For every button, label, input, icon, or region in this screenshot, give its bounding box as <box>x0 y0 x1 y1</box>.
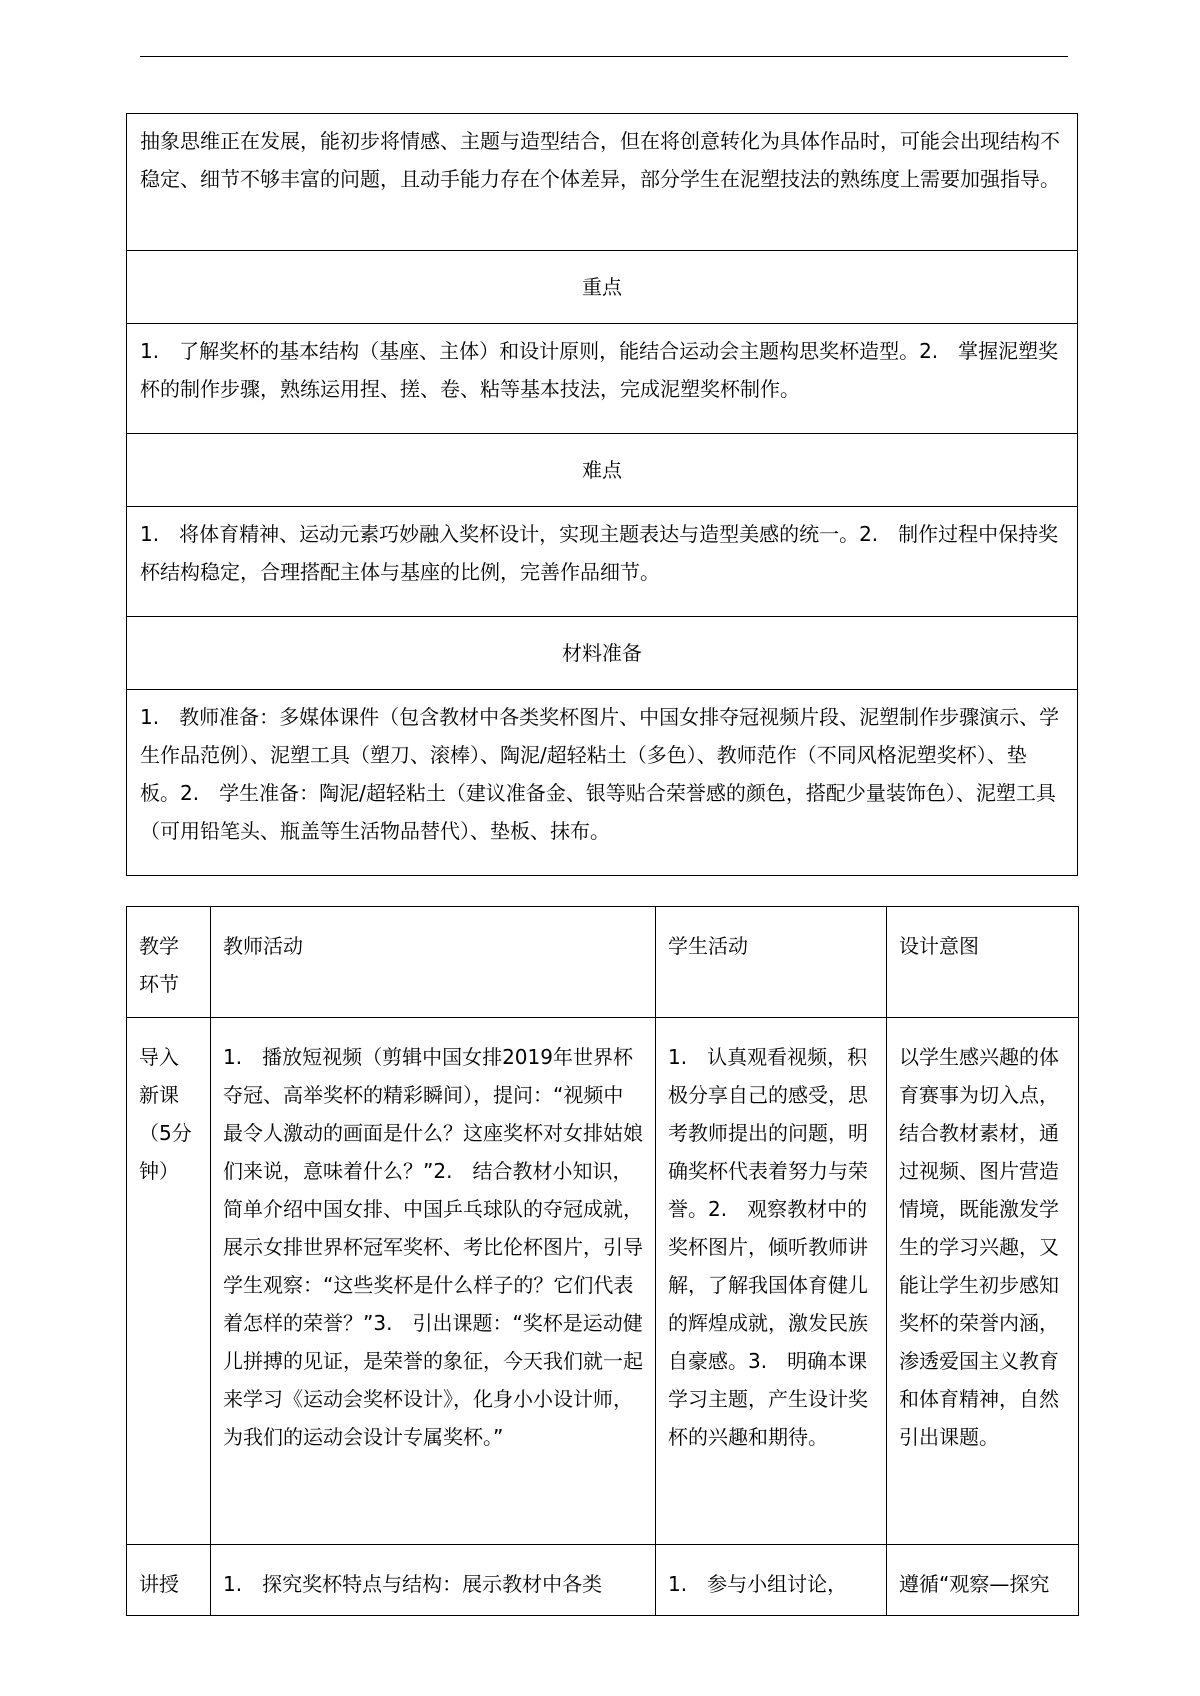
header-stage: 教学环节 <box>127 907 211 1018</box>
lesson-info-table <box>126 113 1078 876</box>
header-rule <box>140 56 1068 57</box>
header-design-intent: 设计意图 <box>887 907 1079 1018</box>
stage-cell: 导入新课（5分钟） <box>127 1018 211 1545</box>
student-activity-cell: 1. 认真观看视频，积极分享自己的感受，思考教师提出的问题，明确奖杯代表着努力与荣誉。2. 观察教材中的奖杯图片，倾听教师讲解，了解我国体育健儿的辉煌成就，激发民族自豪感。3. 明确本课学习主题，产生设计奖杯的兴趣和期待。 <box>656 1018 887 1545</box>
student-activity-cell: 1. 参与小组讨论， <box>656 1545 887 1616</box>
table-row <box>127 1545 1079 1616</box>
table-header-row <box>127 907 1079 1018</box>
header-teacher-activity: 教师活动 <box>211 907 656 1018</box>
header-student-activity: 学生活动 <box>656 907 887 1018</box>
teacher-activity-cell: 1. 播放短视频（剪辑中国女排2019年世界杯夺冠、高举奖杯的精彩瞬间），提问：“视频中最令人激动的画面是什么？这座奖杯对女排姑娘们来说，意味着什么？”2. 结合教材小知识，简单介绍中国女排、中国乒乓球队的夺冠成就，展示女排世界杯冠军奖杯、考比伦杯图片，引导学生观察：“这些奖杯是什么样子的？它们代表着怎样的荣誉？”3. 引出课题：“奖杯是运动健儿拼搏的见证，是荣誉的象征，今天我们就一起来学习《运动会奖杯设计》，化身小小设计师，为我们的运动会设计专属奖杯。” <box>211 1018 656 1545</box>
design-intent-cell: 遵循“观察—探究 <box>887 1545 1079 1616</box>
key-points-heading: 重点 <box>127 251 1078 324</box>
key-points-text: 1. 了解奖杯的基本结构（基座、主体）和设计原则，能结合运动会主题构思奖杯造型。2. 掌握泥塑奖杯的制作步骤，熟练运用捏、搓、卷、粘等基本技法，完成泥塑奖杯制作。 <box>127 324 1078 434</box>
materials-text: 1. 教师准备：多媒体课件（包含教材中各类奖杯图片、中国女排夺冠视频片段、泥塑制作步骤演示、学生作品范例）、泥塑工具（塑刀、滚棒）、陶泥/超轻粘土（多色）、教师范作（不同风格泥塑奖杯）、垫板。2. 学生准备：陶泥/超轻粘土（建议准备金、银等贴合荣誉感的颜色，搭配少量装饰色）、泥塑工具（可用铅笔头、瓶盖等生活物品替代）、垫板、抹布。 <box>127 690 1078 876</box>
teaching-process-table <box>126 906 1079 1616</box>
student-analysis-text: 抽象思维正在发展，能初步将情感、主题与造型结合，但在将创意转化为具体作品时，可能会出现结构不稳定、细节不够丰富的问题，且动手能力存在个体差异，部分学生在泥塑技法的熟练度上需要加强指导。 <box>127 114 1078 251</box>
teacher-activity-cell: 1. 探究奖杯特点与结构：展示教材中各类 <box>211 1545 656 1616</box>
stage-cell: 讲授 <box>127 1545 211 1616</box>
materials-heading: 材料准备 <box>127 617 1078 690</box>
table-row <box>127 1018 1079 1545</box>
design-intent-cell: 以学生感兴趣的体育赛事为切入点，结合教材素材，通过视频、图片营造情境，既能激发学生的学习兴趣，又能让学生初步感知奖杯的荣誉内涵，渗透爱国主义教育和体育精神，自然引出课题。 <box>887 1018 1079 1545</box>
difficulties-text: 1. 将体育精神、运动元素巧妙融入奖杯设计，实现主题表达与造型美感的统一。2. 制作过程中保持奖杯结构稳定，合理搭配主体与基座的比例，完善作品细节。 <box>127 507 1078 617</box>
difficulties-heading: 难点 <box>127 434 1078 507</box>
